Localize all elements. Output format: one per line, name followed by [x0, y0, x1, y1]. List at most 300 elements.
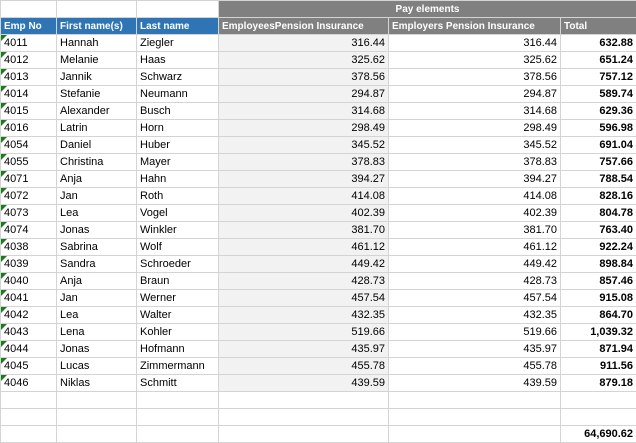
cell-employers-pension-text: 432.35	[523, 309, 557, 321]
cell-total[interactable]	[561, 341, 636, 358]
error-indicator-icon	[1, 137, 7, 143]
empty-cell[interactable]	[1, 409, 57, 426]
cell-last-name[interactable]	[137, 222, 219, 239]
table-row	[1, 273, 636, 290]
empty-cell[interactable]	[137, 392, 219, 409]
cell-emp-no-text: 4054	[4, 139, 28, 151]
cell-employees-pension[interactable]	[219, 290, 389, 307]
cell-first-name[interactable]	[57, 222, 137, 239]
error-indicator-icon	[1, 307, 7, 313]
cell-first-name[interactable]	[57, 290, 137, 307]
cell-employees-pension[interactable]	[219, 205, 389, 222]
cell-emp-no[interactable]	[1, 52, 57, 69]
cell-employees-pension-text: 298.49	[351, 122, 385, 134]
header-first-name[interactable]: First name(s)	[57, 18, 137, 35]
empty-cell[interactable]	[389, 426, 561, 443]
cell-emp-no-text: 4073	[4, 207, 28, 219]
cell-emp-no[interactable]	[1, 324, 57, 341]
cell-employees-pension-text: 432.35	[351, 309, 385, 321]
cell-employees-pension-text: 378.56	[351, 71, 385, 83]
cell-emp-no-text: 4038	[4, 241, 28, 253]
cell-emp-no-text: 4044	[4, 343, 28, 355]
cell-first-name-text: Lucas	[60, 360, 89, 372]
cell-last-name-text: Busch	[140, 105, 171, 117]
cell-employees-pension-text: 455.78	[351, 360, 385, 372]
cell-employees-pension[interactable]	[219, 35, 389, 52]
cell-employers-pension[interactable]	[389, 239, 561, 256]
cell-emp-no-text: 4045	[4, 360, 28, 372]
cell-emp-no[interactable]	[1, 290, 57, 307]
cell-first-name-text: Latrin	[60, 122, 88, 134]
cell-emp-no[interactable]	[1, 239, 57, 256]
cell-last-name[interactable]	[137, 239, 219, 256]
cell-emp-no-text: 4014	[4, 88, 28, 100]
empty-cell[interactable]	[389, 392, 561, 409]
error-indicator-icon	[1, 324, 7, 330]
grand-total-row	[1, 426, 636, 443]
cell-first-name[interactable]	[57, 375, 137, 392]
cell-employers-pension[interactable]	[389, 324, 561, 341]
cell-first-name[interactable]	[57, 120, 137, 137]
empty-cell[interactable]	[57, 426, 137, 443]
cell-emp-no-text: 4011	[4, 37, 28, 49]
cell-employers-pension[interactable]	[389, 35, 561, 52]
cell-emp-no[interactable]	[1, 120, 57, 137]
cell-employers-pension-text: 457.54	[523, 292, 557, 304]
pay-elements-header[interactable]: Pay elements	[219, 1, 636, 18]
cell-emp-no[interactable]	[1, 222, 57, 239]
cell-employers-pension[interactable]	[389, 137, 561, 154]
table-row	[1, 52, 636, 69]
cell-employees-pension[interactable]	[219, 154, 389, 171]
cell-total-text: 922.24	[599, 241, 633, 253]
cell-employees-pension[interactable]	[219, 188, 389, 205]
error-indicator-icon	[1, 120, 7, 126]
blank-cell[interactable]	[137, 1, 219, 18]
cell-employers-pension[interactable]	[389, 120, 561, 137]
header-employers-pension[interactable]: Employers Pension Insurance	[389, 18, 561, 35]
cell-last-name-text: Ziegler	[140, 37, 174, 49]
error-indicator-icon	[1, 290, 7, 296]
cell-employees-pension[interactable]	[219, 324, 389, 341]
empty-row	[1, 392, 636, 409]
cell-last-name[interactable]	[137, 273, 219, 290]
cell-emp-no[interactable]	[1, 35, 57, 52]
cell-employees-pension-text: 314.68	[351, 105, 385, 117]
cell-total[interactable]	[561, 69, 636, 86]
empty-cell[interactable]	[137, 426, 219, 443]
cell-first-name[interactable]	[57, 273, 137, 290]
cell-last-name-text: Horn	[140, 122, 164, 134]
error-indicator-icon	[1, 52, 7, 58]
cell-employers-pension-text: 381.70	[523, 224, 557, 236]
cell-first-name[interactable]	[57, 171, 137, 188]
cell-last-name[interactable]	[137, 256, 219, 273]
cell-total-text: 898.84	[599, 258, 633, 270]
cell-last-name[interactable]	[137, 69, 219, 86]
cell-employees-pension-text: 435.97	[351, 343, 385, 355]
table-row	[1, 120, 636, 137]
table-row	[1, 324, 636, 341]
cell-emp-no[interactable]	[1, 154, 57, 171]
cell-employers-pension[interactable]	[389, 86, 561, 103]
cell-emp-no-text: 4042	[4, 309, 28, 321]
empty-cell[interactable]	[561, 409, 636, 426]
cell-employers-pension[interactable]	[389, 69, 561, 86]
cell-first-name[interactable]	[57, 188, 137, 205]
cell-employers-pension-text: 325.62	[523, 54, 557, 66]
cell-emp-no[interactable]	[1, 69, 57, 86]
cell-employers-pension[interactable]	[389, 358, 561, 375]
cell-total-text: 763.40	[599, 224, 633, 236]
table-row	[1, 290, 636, 307]
cell-emp-no-text: 4012	[4, 54, 28, 66]
cell-employees-pension-text: 381.70	[351, 224, 385, 236]
cell-total[interactable]	[561, 358, 636, 375]
empty-cell[interactable]	[1, 426, 57, 443]
cell-emp-no-text: 4055	[4, 156, 28, 168]
blank-cell[interactable]	[1, 1, 57, 18]
cell-employers-pension[interactable]	[389, 188, 561, 205]
cell-employers-pension[interactable]	[389, 307, 561, 324]
error-indicator-icon	[1, 256, 7, 262]
error-indicator-icon	[1, 239, 7, 245]
cell-last-name-text: Schmitt	[140, 377, 177, 389]
cell-employers-pension-text: 402.39	[523, 207, 557, 219]
cell-employees-pension[interactable]	[219, 256, 389, 273]
cell-first-name[interactable]	[57, 324, 137, 341]
cell-total-text: 864.70	[599, 309, 633, 321]
cell-employers-pension-text: 378.83	[523, 156, 557, 168]
cell-emp-no-text: 4071	[4, 173, 28, 185]
cell-employers-pension-text: 316.44	[523, 37, 557, 49]
cell-emp-no-text: 4074	[4, 224, 28, 236]
table-row	[1, 154, 636, 171]
cell-last-name-text: Wolf	[140, 241, 162, 253]
cell-employees-pension[interactable]	[219, 86, 389, 103]
cell-emp-no-text: 4046	[4, 377, 28, 389]
header-total[interactable]: Total	[561, 18, 636, 35]
cell-first-name[interactable]	[57, 239, 137, 256]
cell-emp-no[interactable]	[1, 171, 57, 188]
cell-first-name[interactable]	[57, 69, 137, 86]
error-indicator-icon	[1, 205, 7, 211]
table-row	[1, 188, 636, 205]
cell-first-name-text: Jan	[60, 190, 78, 202]
cell-employers-pension-text: 461.12	[523, 241, 557, 253]
cell-total-text: 915.08	[599, 292, 633, 304]
cell-employers-pension-text: 428.73	[523, 275, 557, 287]
cell-employers-pension-text: 519.66	[523, 326, 557, 338]
cell-total[interactable]	[561, 307, 636, 324]
cell-employers-pension[interactable]	[389, 290, 561, 307]
cell-emp-no[interactable]	[1, 205, 57, 222]
cell-employees-pension[interactable]	[219, 69, 389, 86]
cell-last-name[interactable]	[137, 103, 219, 120]
cell-total[interactable]	[561, 222, 636, 239]
cell-total[interactable]	[561, 171, 636, 188]
cell-first-name[interactable]	[57, 103, 137, 120]
cell-employers-pension-text: 414.08	[523, 190, 557, 202]
cell-employers-pension[interactable]	[389, 205, 561, 222]
cell-total[interactable]	[561, 120, 636, 137]
cell-total-text: 911.56	[600, 360, 633, 372]
cell-emp-no-text: 4072	[4, 190, 28, 202]
cell-employers-pension[interactable]	[389, 103, 561, 120]
cell-employees-pension-text: 439.59	[351, 377, 385, 389]
cell-last-name-text: Mayer	[140, 156, 171, 168]
cell-employees-pension[interactable]	[219, 307, 389, 324]
error-indicator-icon	[1, 222, 7, 228]
cell-last-name[interactable]	[137, 324, 219, 341]
cell-first-name-text: Alexander	[60, 105, 110, 117]
cell-employers-pension-text: 298.49	[523, 122, 557, 134]
cell-last-name[interactable]	[137, 86, 219, 103]
cell-first-name[interactable]	[57, 307, 137, 324]
table-row	[1, 256, 636, 273]
cell-first-name[interactable]	[57, 137, 137, 154]
cell-first-name[interactable]	[57, 154, 137, 171]
cell-emp-no[interactable]	[1, 358, 57, 375]
cell-total-text: 632.88	[599, 37, 633, 49]
cell-last-name[interactable]	[137, 154, 219, 171]
cell-first-name[interactable]	[57, 52, 137, 69]
cell-emp-no[interactable]	[1, 307, 57, 324]
cell-emp-no[interactable]	[1, 188, 57, 205]
empty-cell[interactable]	[57, 409, 137, 426]
cell-first-name-text: Niklas	[60, 377, 90, 389]
cell-total[interactable]	[561, 290, 636, 307]
cell-total[interactable]	[561, 256, 636, 273]
blank-cell[interactable]	[57, 1, 137, 18]
cell-first-name-text: Jonas	[60, 224, 89, 236]
cell-total[interactable]	[561, 137, 636, 154]
cell-employers-pension[interactable]	[389, 375, 561, 392]
cell-first-name-text: Lea	[60, 207, 78, 219]
empty-cell[interactable]	[219, 392, 389, 409]
empty-cell[interactable]	[219, 426, 389, 443]
empty-cell[interactable]	[1, 392, 57, 409]
cell-employees-pension[interactable]	[219, 171, 389, 188]
cell-first-name-text: Sandra	[60, 258, 95, 270]
empty-row	[1, 409, 636, 426]
cell-employees-pension[interactable]	[219, 137, 389, 154]
error-indicator-icon	[1, 171, 7, 177]
cell-last-name-text: Neumann	[140, 88, 188, 100]
cell-last-name[interactable]	[137, 137, 219, 154]
cell-first-name[interactable]	[57, 205, 137, 222]
cell-total[interactable]	[561, 35, 636, 52]
column-header-row	[1, 18, 636, 35]
cell-total-text: 596.98	[599, 122, 633, 134]
cell-last-name[interactable]	[137, 171, 219, 188]
cell-employees-pension[interactable]	[219, 103, 389, 120]
header-last-name[interactable]: Last name	[137, 18, 219, 35]
header-employees-pension[interactable]: EmployeesPension Insurance	[219, 18, 389, 35]
cell-total[interactable]	[561, 375, 636, 392]
cell-total-text: 629.36	[599, 105, 633, 117]
cell-emp-no-text: 4016	[4, 122, 28, 134]
cell-total[interactable]	[561, 86, 636, 103]
cell-total[interactable]	[561, 324, 636, 341]
cell-employers-pension-text: 449.42	[523, 258, 557, 270]
cell-employees-pension[interactable]	[219, 273, 389, 290]
empty-cell[interactable]	[561, 392, 636, 409]
cell-total[interactable]	[561, 103, 636, 120]
cell-emp-no-text: 4039	[4, 258, 28, 270]
cell-emp-no-text: 4041	[4, 292, 28, 304]
cell-emp-no-text: 4040	[4, 275, 28, 287]
table-row	[1, 69, 636, 86]
cell-employees-pension-text: 428.73	[351, 275, 385, 287]
cell-last-name[interactable]	[137, 375, 219, 392]
cell-last-name-text: Vogel	[140, 207, 168, 219]
cell-employers-pension-text: 435.97	[523, 343, 557, 355]
error-indicator-icon	[1, 341, 7, 347]
cell-first-name[interactable]	[57, 86, 137, 103]
cell-first-name-text: Anja	[60, 275, 82, 287]
cell-first-name-text: Lea	[60, 309, 78, 321]
cell-emp-no[interactable]	[1, 273, 57, 290]
cell-total-text: 589.74	[599, 88, 633, 100]
cell-last-name[interactable]	[137, 52, 219, 69]
cell-employees-pension-text: 345.52	[351, 139, 385, 151]
cell-last-name[interactable]	[137, 35, 219, 52]
table-row	[1, 222, 636, 239]
cell-employers-pension[interactable]	[389, 52, 561, 69]
empty-cell[interactable]	[57, 392, 137, 409]
table-row	[1, 205, 636, 222]
cell-first-name-text: Christina	[60, 156, 103, 168]
table-row	[1, 35, 636, 52]
cell-employees-pension-text: 316.44	[351, 37, 385, 49]
cell-employers-pension-text: 455.78	[523, 360, 557, 372]
cell-total[interactable]	[561, 154, 636, 171]
cell-first-name-text: Jannik	[60, 71, 92, 83]
cell-last-name[interactable]	[137, 341, 219, 358]
table-row	[1, 103, 636, 120]
table-row	[1, 307, 636, 324]
cell-employees-pension-text: 394.27	[351, 173, 385, 185]
cell-last-name-text: Werner	[140, 292, 176, 304]
cell-employers-pension-text: 294.87	[523, 88, 557, 100]
cell-employees-pension[interactable]	[219, 358, 389, 375]
header-emp-no[interactable]: Emp No	[1, 18, 57, 35]
error-indicator-icon	[1, 375, 7, 381]
grand-total-cell[interactable]	[561, 426, 636, 443]
cell-employees-pension-text: 325.62	[351, 54, 385, 66]
cell-first-name-text: Anja	[60, 173, 82, 185]
cell-first-name[interactable]	[57, 256, 137, 273]
cell-last-name[interactable]	[137, 120, 219, 137]
cell-first-name[interactable]	[57, 341, 137, 358]
cell-last-name-text: Walter	[140, 309, 171, 321]
cell-employers-pension[interactable]	[389, 341, 561, 358]
cell-employees-pension[interactable]	[219, 52, 389, 69]
cell-employees-pension[interactable]	[219, 239, 389, 256]
cell-emp-no[interactable]	[1, 375, 57, 392]
error-indicator-icon	[1, 86, 7, 92]
cell-employees-pension[interactable]	[219, 375, 389, 392]
cell-first-name-text: Lena	[60, 326, 84, 338]
table-row	[1, 375, 636, 392]
cell-first-name-text: Hannah	[60, 37, 99, 49]
cell-last-name-text: Braun	[140, 275, 169, 287]
cell-employers-pension-text: 394.27	[523, 173, 557, 185]
cell-first-name[interactable]	[57, 35, 137, 52]
cell-last-name[interactable]	[137, 307, 219, 324]
cell-last-name-text: Kohler	[140, 326, 172, 338]
cell-total-text: 788.54	[599, 173, 633, 185]
cell-emp-no[interactable]	[1, 256, 57, 273]
cell-employees-pension-text: 461.12	[351, 241, 385, 253]
cell-first-name-text: Jan	[60, 292, 78, 304]
cell-emp-no-text: 4013	[4, 71, 28, 83]
cell-total[interactable]	[561, 205, 636, 222]
table-row	[1, 86, 636, 103]
cell-employers-pension-text: 345.52	[523, 139, 557, 151]
cell-total-text: 651.24	[599, 54, 633, 66]
cell-total[interactable]	[561, 188, 636, 205]
cell-last-name[interactable]	[137, 205, 219, 222]
cell-emp-no[interactable]	[1, 341, 57, 358]
table-row	[1, 358, 636, 375]
cell-emp-no[interactable]	[1, 103, 57, 120]
cell-employers-pension[interactable]	[389, 222, 561, 239]
cell-last-name-text: Hofmann	[140, 343, 185, 355]
error-indicator-icon	[1, 154, 7, 160]
empty-cell[interactable]	[219, 409, 389, 426]
grand-total-cell-text: 64,690.62	[584, 428, 633, 440]
cell-emp-no[interactable]	[1, 86, 57, 103]
cell-employers-pension[interactable]	[389, 273, 561, 290]
cell-last-name[interactable]	[137, 188, 219, 205]
cell-emp-no-text: 4015	[4, 105, 28, 117]
cell-total[interactable]	[561, 239, 636, 256]
cell-last-name-text: Haas	[140, 54, 166, 66]
group-header-row	[1, 1, 636, 18]
cell-first-name-text: Stefanie	[60, 88, 100, 100]
cell-employers-pension[interactable]	[389, 256, 561, 273]
error-indicator-icon	[1, 103, 7, 109]
cell-employees-pension[interactable]	[219, 120, 389, 137]
cell-employees-pension-text: 519.66	[351, 326, 385, 338]
cell-first-name-text: Melanie	[60, 54, 99, 66]
empty-cell[interactable]	[137, 409, 219, 426]
error-indicator-icon	[1, 35, 7, 41]
cell-last-name[interactable]	[137, 358, 219, 375]
cell-first-name[interactable]	[57, 358, 137, 375]
cell-total[interactable]	[561, 273, 636, 290]
cell-employees-pension-text: 402.39	[351, 207, 385, 219]
cell-total-text: 757.12	[599, 71, 633, 83]
empty-cell[interactable]	[389, 409, 561, 426]
cell-employees-pension-text: 294.87	[351, 88, 385, 100]
cell-last-name-text: Schroeder	[140, 258, 191, 270]
cell-employees-pension[interactable]	[219, 341, 389, 358]
cell-employers-pension[interactable]	[389, 171, 561, 188]
cell-employers-pension[interactable]	[389, 154, 561, 171]
cell-last-name-text: Winkler	[140, 224, 177, 236]
cell-total-text: 691.04	[599, 139, 633, 151]
cell-total-text: 857.46	[599, 275, 633, 287]
cell-emp-no[interactable]	[1, 137, 57, 154]
cell-employees-pension-text: 414.08	[351, 190, 385, 202]
cell-total[interactable]	[561, 52, 636, 69]
cell-last-name[interactable]	[137, 290, 219, 307]
cell-employees-pension[interactable]	[219, 222, 389, 239]
cell-first-name-text: Sabrina	[60, 241, 98, 253]
